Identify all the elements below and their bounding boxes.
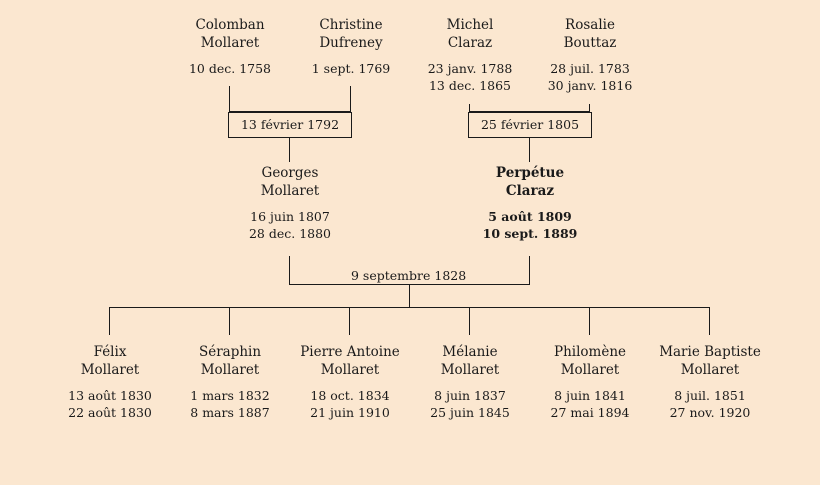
connector-line xyxy=(469,307,470,335)
connector-line xyxy=(349,307,350,335)
person-given-name: Perpétue xyxy=(495,165,565,181)
person-family-name: Mollaret xyxy=(320,362,380,379)
person-death-date: 25 juin 1845 xyxy=(430,405,510,421)
person-pierre-antoine-mollaret xyxy=(285,343,415,422)
person-perpetue-claraz xyxy=(460,164,600,243)
person-given-name: Georges xyxy=(261,165,319,181)
marriage-date: 9 septembre 1828 xyxy=(351,268,467,283)
connector-line xyxy=(289,256,290,285)
person-given-name: Mélanie xyxy=(442,344,498,360)
person-given-name: Michel xyxy=(446,17,494,33)
person-death-date: 13 dec. 1865 xyxy=(428,78,512,94)
person-philomene-mollaret xyxy=(525,343,655,422)
person-birth-date: 8 juin 1841 xyxy=(554,388,626,404)
connector-line xyxy=(709,307,710,335)
person-birth-date: 28 juil. 1783 xyxy=(550,61,630,77)
connector-line xyxy=(529,256,530,285)
person-death-date: 27 nov. 1920 xyxy=(669,405,751,421)
person-given-name: Colomban xyxy=(195,17,265,33)
person-colomban-mollaret xyxy=(160,16,300,78)
marriage-box-1792 xyxy=(228,112,352,138)
person-given-name: Pierre Antoine xyxy=(300,344,400,360)
person-birth-date: 8 juin 1837 xyxy=(434,388,506,404)
person-melanie-mollaret xyxy=(405,343,535,422)
person-death-date: 8 mars 1887 xyxy=(190,405,270,421)
person-rosalie-bouttaz xyxy=(520,16,660,95)
sibling-bus-line xyxy=(109,307,710,308)
connector-line xyxy=(289,138,290,162)
person-michel-claraz xyxy=(400,16,540,95)
person-death-date: 30 janv. 1816 xyxy=(547,78,633,94)
marriage-date: 25 février 1805 xyxy=(480,117,580,132)
person-birth-date: 18 oct. 1834 xyxy=(310,388,390,404)
person-family-name: Dufreney xyxy=(319,35,383,52)
person-birth-date: 1 sept. 1769 xyxy=(311,61,391,77)
person-birth-date: 5 août 1809 xyxy=(488,209,572,225)
person-family-name: Mollaret xyxy=(260,183,320,200)
person-given-name: Marie Baptiste xyxy=(659,344,761,360)
person-birth-date: 1 mars 1832 xyxy=(190,388,270,404)
person-given-name: Christine xyxy=(319,17,383,33)
person-birth-date: 10 dec. 1758 xyxy=(188,61,272,77)
person-georges-mollaret xyxy=(220,164,360,243)
person-given-name: Félix xyxy=(93,344,127,360)
connector-line xyxy=(589,307,590,335)
marriage-box-1805 xyxy=(468,112,592,138)
person-birth-date: 23 janv. 1788 xyxy=(427,61,513,77)
person-death-date: 28 dec. 1880 xyxy=(248,226,332,242)
person-death-date: 21 juin 1910 xyxy=(310,405,390,421)
person-death-date: 10 sept. 1889 xyxy=(482,226,578,242)
person-felix-mollaret xyxy=(45,343,175,422)
connector-line xyxy=(229,307,230,335)
person-family-name: Bouttaz xyxy=(563,35,617,52)
person-family-name: Mollaret xyxy=(200,362,260,379)
connector-line xyxy=(350,86,351,112)
person-given-name: Séraphin xyxy=(198,344,262,360)
person-family-name: Mollaret xyxy=(680,362,740,379)
marriage-label-1828 xyxy=(345,268,472,283)
connector-line xyxy=(409,284,410,308)
person-birth-date: 16 juin 1807 xyxy=(250,209,330,225)
person-family-name: Mollaret xyxy=(440,362,500,379)
person-given-name: Philomène xyxy=(553,344,626,360)
person-death-date: 27 mai 1894 xyxy=(550,405,630,421)
person-family-name: Mollaret xyxy=(80,362,140,379)
person-family-name: Mollaret xyxy=(200,35,260,52)
person-birth-date: 8 juil. 1851 xyxy=(674,388,746,404)
person-family-name: Claraz xyxy=(447,35,493,52)
person-marie-baptiste-mollaret xyxy=(645,343,775,422)
person-seraphin-mollaret xyxy=(165,343,295,422)
person-given-name: Rosalie xyxy=(565,17,615,33)
connector-line xyxy=(109,307,110,335)
marriage-date: 13 février 1792 xyxy=(240,117,340,132)
person-family-name: Mollaret xyxy=(560,362,620,379)
person-death-date: 22 août 1830 xyxy=(68,405,152,421)
person-birth-date: 13 août 1830 xyxy=(68,388,152,404)
connector-line xyxy=(529,138,530,162)
connector-line xyxy=(229,86,230,112)
person-family-name: Claraz xyxy=(505,183,555,200)
